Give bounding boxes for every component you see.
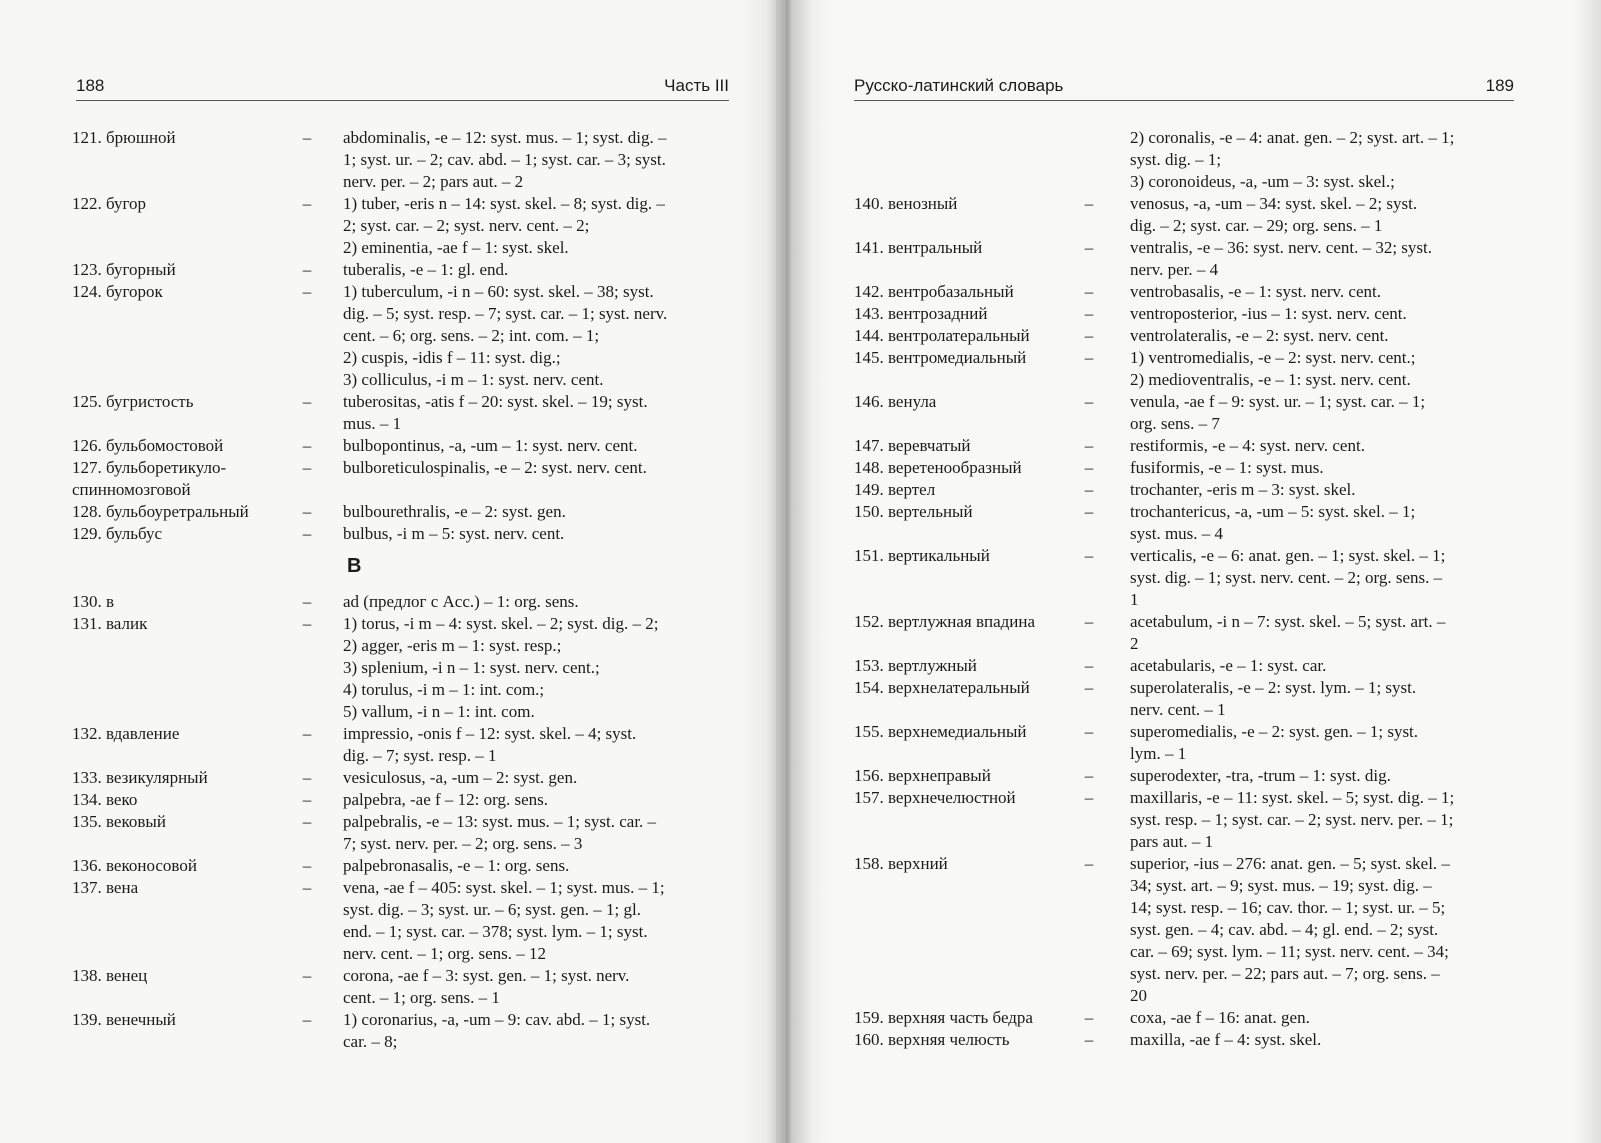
entry-dash: – — [1084, 546, 1094, 565]
entry-dash: – — [302, 392, 312, 411]
dictionary-entry — [854, 303, 1496, 325]
definition-line: palpebra, -ae f – 12: org. sens. — [343, 790, 549, 809]
entry-dash: – — [302, 614, 312, 633]
dictionary-entry — [854, 611, 1496, 655]
entry-definition — [343, 127, 709, 193]
left-entries — [72, 127, 709, 1053]
entry-dash: – — [1084, 612, 1094, 631]
entry-dash — [1074, 127, 1104, 193]
definition-line: syst. resp. – 1; syst. car. – 2; syst. nerv. per. – 1; — [1130, 810, 1454, 829]
entry-term: 126. бульбомостовой — [72, 436, 224, 455]
entry-term: 155. верхнемедиальный — [854, 722, 1027, 741]
entry-term: 133. везикулярный — [72, 768, 208, 787]
definition-line: vesiculosus, -a, -um – 2: syst. gen. — [343, 768, 578, 787]
entry-dash: – — [1084, 656, 1094, 675]
dictionary-entry — [854, 545, 1496, 611]
right-page — [784, 0, 1601, 1143]
definition-line: ventrobasalis, -e – 1: syst. nerv. cent. — [1130, 282, 1381, 301]
entry-dash: – — [1084, 436, 1094, 455]
definition-line: bulbus, -i m – 5: syst. nerv. cent. — [343, 524, 565, 543]
definition-line: ventrolateralis, -e – 2: syst. nerv. cent. — [1130, 326, 1389, 345]
entry-definition — [1130, 479, 1496, 501]
definition-line: bulboreticulospinalis, -e – 2: syst. nerv. cent. — [343, 458, 647, 477]
definition-line: cent. – 1; org. sens. – 1 — [343, 988, 500, 1007]
dictionary-entry — [72, 1009, 709, 1053]
dictionary-entry — [72, 259, 709, 281]
entry-dash: – — [1084, 480, 1094, 499]
definition-line: 2; syst. car. – 2; syst. nerv. cent. – 2; — [343, 216, 590, 235]
entry-definition — [1130, 457, 1496, 479]
entry-dash: – — [302, 128, 312, 147]
definition-line: tuberalis, -e – 1: gl. end. — [343, 260, 509, 279]
definition-line: dig. – 7; syst. resp. – 1 — [343, 746, 497, 765]
entry-term: 146. венула — [854, 392, 937, 411]
entry-term: 132. вдавление — [72, 724, 180, 743]
definition-line: nerv. per. – 4 — [1130, 260, 1219, 279]
dictionary-entry — [854, 325, 1496, 347]
entry-definition — [1130, 545, 1496, 611]
entry-definition — [343, 877, 709, 965]
dictionary-entry — [72, 127, 709, 193]
entry-term: 125. бугристость — [72, 392, 194, 411]
dictionary-entry — [72, 457, 709, 501]
entry-term: 141. вентральный — [854, 238, 983, 257]
dictionary-entry — [72, 281, 709, 391]
entry-dash: – — [302, 878, 312, 897]
entry-definition — [1130, 765, 1496, 787]
definition-line: impressio, -onis f – 12: syst. skel. – 4; syst. — [343, 724, 637, 743]
entry-definition — [343, 811, 709, 855]
definition-line: ad (предлог с Acc.) – 1: org. sens. — [343, 592, 579, 611]
entry-dash: – — [1084, 1008, 1094, 1027]
definition-line: venula, -ae f – 9: syst. ur. – 1; syst. car. – 1; — [1130, 392, 1426, 411]
entry-dash: – — [302, 260, 312, 279]
definition-line: 34; syst. art. – 9; syst. mus. – 19; syst. dig. – — [1130, 876, 1432, 895]
definition-line: 7; syst. nerv. per. – 2; org. sens. – 3 — [343, 834, 583, 853]
entry-definition — [1130, 501, 1496, 545]
entry-dash: – — [302, 812, 312, 831]
definition-line: syst. mus. – 4 — [1130, 524, 1224, 543]
entry-dash: – — [1084, 1030, 1094, 1049]
entry-definition — [343, 855, 709, 877]
dictionary-entry — [72, 591, 709, 613]
section-title: Русско-латинский словарь — [854, 76, 1064, 95]
entry-definition — [343, 259, 709, 281]
definition-line: palpebronasalis, -e – 1: org. sens. — [343, 856, 570, 875]
entry-definition — [343, 391, 709, 435]
definition-line: vena, -ae f – 405: syst. skel. – 1; syst. mus. – 1; — [343, 878, 665, 897]
definition-line: 2) coronalis, -e – 4: anat. gen. – 2; syst. art. – 1; — [1130, 128, 1455, 147]
entry-dash: – — [302, 768, 312, 787]
entry-dash: – — [1084, 304, 1094, 323]
part-title: Часть III — [664, 76, 729, 95]
definition-line: end. – 1; syst. car. – 378; syst. lym. – 1; syst. — [343, 922, 648, 941]
definition-line: nerv. per. – 2; pars aut. – 2 — [343, 172, 524, 191]
dictionary-entry — [854, 457, 1496, 479]
definition-line: 1) coronarius, -a, -um – 9: cav. abd. – 1; syst. — [343, 1010, 651, 1029]
entry-dash: – — [1084, 854, 1094, 873]
dictionary-entry — [854, 787, 1496, 853]
entry-dash: – — [1084, 238, 1094, 257]
definition-line: ventroposterior, -ius – 1: syst. nerv. cent. — [1130, 304, 1407, 323]
definition-line: nerv. cent. – 1; org. sens. – 12 — [343, 944, 547, 963]
entry-term: 122. бугор — [72, 194, 147, 213]
entry-dash: – — [302, 194, 312, 213]
definition-line: tuberositas, -atis f – 20: syst. skel. – 19; syst. — [343, 392, 648, 411]
entry-definition — [343, 435, 709, 457]
definition-line: dig. – 2; syst. car. – 29; org. sens. – 1 — [1130, 216, 1383, 235]
entry-dash: – — [1084, 348, 1094, 367]
entry-term: 139. венечный — [72, 1010, 176, 1029]
definition-line: 3) coronoideus, -a, -um – 3: syst. skel.; — [1130, 172, 1395, 191]
definition-line: superior, -ius – 276: anat. gen. – 5; syst. skel. – — [1130, 854, 1450, 873]
definition-line: mus. – 1 — [343, 414, 402, 433]
definition-line: 2) agger, -eris m – 1: syst. resp.; — [343, 636, 562, 655]
dictionary-entry — [854, 765, 1496, 787]
entry-term: 150. вертельный — [854, 502, 973, 521]
definition-line: 2) cuspis, -idis f – 11: syst. dig.; — [343, 348, 561, 367]
entry-dash: – — [1084, 326, 1094, 345]
definition-line: bulbopontinus, -a, -um – 1: syst. nerv. cent. — [343, 436, 638, 455]
dictionary-entry — [854, 281, 1496, 303]
dictionary-entry — [854, 237, 1496, 281]
entry-definition — [1130, 611, 1496, 655]
entry-definition — [1130, 1029, 1496, 1051]
entry-term: 160. верхняя челюсть — [854, 1030, 1010, 1049]
entry-term: 152. вертлужная впадина — [854, 612, 1036, 631]
dictionary-entry — [854, 853, 1496, 1007]
definition-line: pars aut. – 1 — [1130, 832, 1214, 851]
entry-dash: – — [1084, 678, 1094, 697]
dictionary-entry — [854, 127, 1496, 193]
entry-definition — [1130, 391, 1496, 435]
definition-line: superomedialis, -e – 2: syst. gen. – 1; syst. — [1130, 722, 1419, 741]
entry-definition — [343, 457, 709, 501]
dictionary-entry — [854, 347, 1496, 391]
definition-line: syst. dig. – 3; syst. ur. – 6; syst. gen. – 1; gl. — [343, 900, 641, 919]
entry-dash: – — [302, 592, 312, 611]
entry-definition — [1130, 127, 1496, 193]
definition-line: 3) splenium, -i n – 1: syst. nerv. cent.; — [343, 658, 600, 677]
entry-term: 130. в — [72, 592, 115, 611]
entry-definition — [343, 767, 709, 789]
dictionary-entry — [72, 523, 709, 545]
dictionary-entry — [854, 1029, 1496, 1051]
definition-line: 1) tuber, -eris n – 14: syst. skel. – 8; syst. dig. – — [343, 194, 665, 213]
entry-definition — [343, 613, 709, 723]
entry-definition — [1130, 347, 1496, 391]
definition-line: 3) colliculus, -i m – 1: syst. nerv. cent. — [343, 370, 604, 389]
definition-line: superodexter, -tra, -trum – 1: syst. dig. — [1130, 766, 1391, 785]
entry-definition — [343, 501, 709, 523]
left-page — [0, 0, 776, 1143]
dictionary-entry — [72, 193, 709, 259]
entry-definition — [1130, 677, 1496, 721]
definition-line: syst. gen. – 4; cav. abd. – 4; gl. end. – 2; syst. — [1130, 920, 1439, 939]
dictionary-entry — [854, 1007, 1496, 1029]
letter-heading: В — [347, 555, 362, 577]
dictionary-entry — [72, 965, 709, 1009]
dictionary-entry — [854, 479, 1496, 501]
dictionary-entry — [854, 677, 1496, 721]
entry-definition — [343, 723, 709, 767]
dictionary-entry — [72, 613, 709, 723]
dictionary-entry — [854, 655, 1496, 677]
definition-line: 1) tuberculum, -i n – 60: syst. skel. – 38; syst. — [343, 282, 654, 301]
definition-line: car. – 8; — [343, 1032, 398, 1051]
entry-dash: – — [1084, 458, 1094, 477]
entry-term: 134. веко — [72, 790, 138, 809]
entry-term: 158. верхний — [854, 854, 948, 873]
entry-definition — [1130, 303, 1496, 325]
dictionary-entry — [854, 391, 1496, 435]
definition-line: car. – 69; syst. lym. – 11; syst. nerv. cent. – 34; — [1130, 942, 1449, 961]
definition-line: fusiformis, -e – 1: syst. mus. — [1130, 458, 1324, 477]
entry-term: 138. венец — [72, 966, 148, 985]
entry-definition — [1130, 787, 1496, 853]
dictionary-entry — [854, 721, 1496, 765]
entry-term: 140. венозный — [854, 194, 958, 213]
dictionary-entry — [854, 193, 1496, 237]
entry-dash: – — [302, 436, 312, 455]
entry-definition — [343, 789, 709, 811]
definition-line: 2 — [1130, 634, 1139, 653]
definition-line: restiformis, -e – 4: syst. nerv. cent. — [1130, 436, 1365, 455]
entry-term: 137. вена — [72, 878, 139, 897]
definition-line: lym. – 1 — [1130, 744, 1187, 763]
entry-term: 131. валик — [72, 614, 148, 633]
entry-term: 135. вековый — [72, 812, 166, 831]
entry-dash: – — [1084, 282, 1094, 301]
entry-dash: – — [1084, 502, 1094, 521]
left-running-head — [76, 76, 729, 101]
entry-definition — [1130, 853, 1496, 1007]
entry-definition — [1130, 435, 1496, 457]
dictionary-entry — [854, 501, 1496, 545]
entry-dash: – — [302, 856, 312, 875]
definition-line: maxilla, -ae f – 4: syst. skel. — [1130, 1030, 1322, 1049]
definition-line: 5) vallum, -i n – 1: int. com. — [343, 702, 535, 721]
dictionary-entry — [72, 767, 709, 789]
entry-definition — [1130, 655, 1496, 677]
entry-dash: – — [1084, 194, 1094, 213]
entry-term: 128. бульбоуретральный — [72, 502, 249, 521]
definition-line: trochantericus, -a, -um – 5: syst. skel. – 1; — [1130, 502, 1416, 521]
entry-term: 159. верхняя часть бедра — [854, 1008, 1033, 1027]
definition-line: maxillaris, -e – 11: syst. skel. – 5; syst. dig. – 1; — [1130, 788, 1455, 807]
dictionary-entry — [72, 501, 709, 523]
dictionary-entry — [72, 391, 709, 435]
definition-line: corona, -ae f – 3: syst. gen. – 1; syst. nerv. — [343, 966, 630, 985]
definition-line: cent. – 6; org. sens. – 2; int. com. – 1; — [343, 326, 600, 345]
page-number: 189 — [1485, 76, 1514, 95]
entry-definition — [343, 281, 709, 391]
definition-line: venosus, -a, -um – 34: syst. skel. – 2; syst. — [1130, 194, 1418, 213]
dictionary-entry — [72, 435, 709, 457]
entry-term — [854, 127, 1074, 193]
entry-dash: – — [302, 458, 312, 477]
entry-term: 154. верхнелатеральный — [854, 678, 1030, 697]
definition-line: 1; syst. ur. – 2; cav. abd. – 1; syst. car. – 3; syst. — [343, 150, 666, 169]
definition-line: syst. dig. – 1; — [1130, 150, 1222, 169]
entry-definition — [343, 591, 709, 613]
definition-line: 2) medioventralis, -e – 1: syst. nerv. cent. — [1130, 370, 1411, 389]
definition-line: acetabulum, -i n – 7: syst. skel. – 5; syst. art. – — [1130, 612, 1446, 631]
definition-line: org. sens. – 7 — [1130, 414, 1220, 433]
definition-line: coxa, -ae f – 16: anat. gen. — [1130, 1008, 1310, 1027]
entry-dash: – — [302, 282, 312, 301]
entry-term: 151. вертикальный — [854, 546, 990, 565]
definition-line: palpebralis, -e – 13: syst. mus. – 1; syst. car. – — [343, 812, 657, 831]
definition-line: 2) eminentia, -ae f – 1: syst. skel. — [343, 238, 569, 257]
definition-line: ventralis, -e – 36: syst. nerv. cent. – 32; syst. — [1130, 238, 1433, 257]
entry-definition — [1130, 325, 1496, 347]
entry-dash: – — [1084, 766, 1094, 785]
entry-definition — [1130, 1007, 1496, 1029]
entry-dash: – — [302, 1010, 312, 1029]
definition-line: 1 — [1130, 590, 1139, 609]
definition-line: bulbourethralis, -e – 2: syst. gen. — [343, 502, 566, 521]
entry-dash: – — [302, 502, 312, 521]
entry-dash: – — [1084, 392, 1094, 411]
entry-definition — [343, 193, 709, 259]
entry-term: 129. бульбус — [72, 524, 163, 543]
dictionary-entry — [854, 435, 1496, 457]
entry-term: 145. вентромедиальный — [854, 348, 1027, 367]
right-entries — [854, 127, 1496, 1051]
definition-line: superolateralis, -e – 2: syst. lym. – 1; syst. — [1130, 678, 1417, 697]
entry-definition — [1130, 193, 1496, 237]
definition-line: 20 — [1130, 986, 1147, 1005]
entry-term: 127. бульборетикуло-спинномозговой — [72, 458, 227, 499]
entry-dash: – — [302, 524, 312, 543]
entry-term: 148. веретенообразный — [854, 458, 1022, 477]
definition-line: trochanter, -eris m – 3: syst. skel. — [1130, 480, 1356, 499]
definition-line: 14; syst. resp. – 16; cav. thor. – 1; syst. ur. – 5; — [1130, 898, 1446, 917]
entry-term: 124. бугорок — [72, 282, 163, 301]
entry-term: 147. веревчатый — [854, 436, 971, 455]
dictionary-entry — [72, 877, 709, 965]
entry-term: 156. верхнеправый — [854, 766, 991, 785]
entry-term: 157. верхнечелюстной — [854, 788, 1016, 807]
entry-definition — [343, 523, 709, 545]
entry-term: 136. веконосовой — [72, 856, 197, 875]
entry-definition — [343, 965, 709, 1009]
entry-definition — [1130, 721, 1496, 765]
definition-line: nerv. cent. – 1 — [1130, 700, 1226, 719]
page-number: 188 — [76, 76, 105, 95]
entry-definition — [1130, 237, 1496, 281]
right-running-head — [854, 76, 1514, 101]
dictionary-entry — [72, 811, 709, 855]
entry-term: 121. брюшной — [72, 128, 176, 147]
dictionary-entry — [72, 855, 709, 877]
entry-term: 153. вертлужный — [854, 656, 977, 675]
definition-line: abdominalis, -e – 12: syst. mus. – 1; syst. dig. – — [343, 128, 667, 147]
entry-dash: – — [302, 790, 312, 809]
entry-term: 123. бугорный — [72, 260, 176, 279]
definition-line: syst. dig. – 1; syst. nerv. cent. – 2; org. sens. – — [1130, 568, 1443, 587]
definition-line: 1) ventromedialis, -e – 2: syst. nerv. cent.; — [1130, 348, 1416, 367]
entry-dash: – — [1084, 722, 1094, 741]
entry-definition — [343, 1009, 709, 1053]
entry-dash: – — [302, 966, 312, 985]
definition-line: verticalis, -e – 6: anat. gen. – 1; syst. skel. – 1; — [1130, 546, 1446, 565]
entry-dash: – — [1084, 788, 1094, 807]
definition-line: 4) torulus, -i m – 1: int. com.; — [343, 680, 545, 699]
entry-term: 149. вертел — [854, 480, 936, 499]
definition-line: syst. nerv. per. – 22; pars aut. – 7; org. sens. – — [1130, 964, 1440, 983]
definition-line: dig. – 5; syst. resp. – 7; syst. car. – 1; syst. nerv. — [343, 304, 668, 323]
entry-term: 144. вентролатеральный — [854, 326, 1030, 345]
dictionary-entry — [72, 723, 709, 767]
entry-definition — [1130, 281, 1496, 303]
entry-term: 142. вентробазальный — [854, 282, 1014, 301]
entry-dash: – — [302, 724, 312, 743]
definition-line: acetabularis, -e – 1: syst. car. — [1130, 656, 1327, 675]
dictionary-entry — [72, 789, 709, 811]
entry-term: 143. вентрозадний — [854, 304, 988, 323]
definition-line: 1) torus, -i m – 4: syst. skel. – 2; syst. dig. – 2; — [343, 614, 659, 633]
